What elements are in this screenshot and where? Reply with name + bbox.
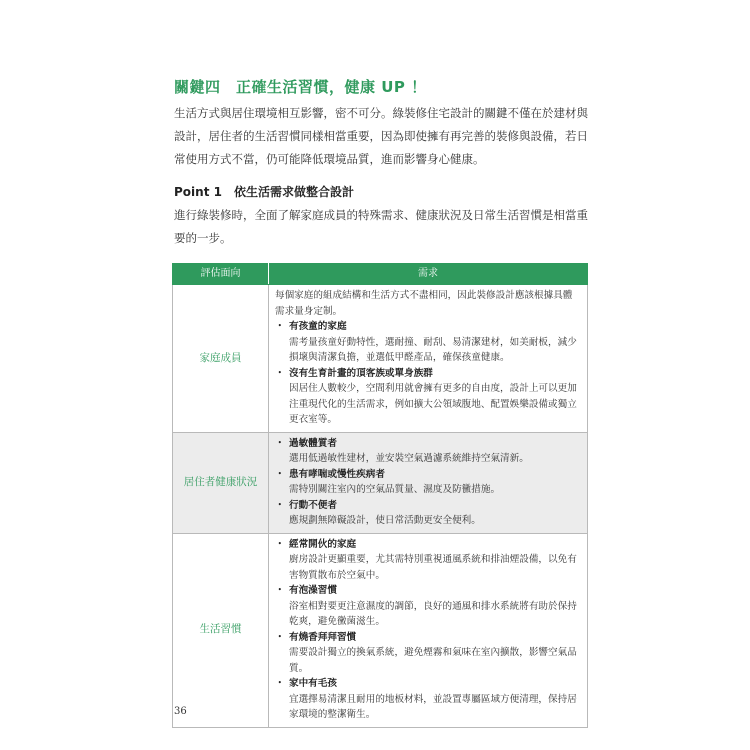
- item-description: 應規劃無障礙設計，使日常活動更安全便利。: [289, 515, 481, 526]
- bullet-icon: ・: [275, 585, 285, 596]
- header-needs: 需求: [269, 264, 588, 285]
- item-title: ・ 有燒香拜拜習慣: [275, 630, 581, 646]
- item-title: ・ 家中有毛孩: [275, 676, 581, 692]
- row-category: 居住者健康狀況: [173, 432, 269, 533]
- table-row: [173, 432, 588, 533]
- item-description: 浴室相對要更注意濕度的調節，良好的通風和排水系統將有助於保持乾爽，避免黴菌滋生。: [289, 600, 577, 627]
- bullet-icon: ・: [275, 631, 285, 643]
- item-title: ・ 行動不便者: [275, 498, 581, 514]
- bullet-icon: ・: [275, 437, 285, 449]
- item-description: 宜選擇易清潔且耐用的地板材料，並設置專屬區域方便清理，保持居家環境的整潔衛生。: [289, 693, 577, 720]
- header-category: 評估面向: [173, 264, 269, 285]
- bullet-icon: ・: [275, 321, 285, 332]
- intro-paragraph: 生活方式與居住環境相互影響，密不可分。綠裝修住宅設計的關鍵不僅在於建材與設計，居住者的生活習慣同樣相當重要，因為即使擁有再完善的裝修與設備，若日常使用方式不當，仍可能降低環境品質，進而影響身心健康。: [174, 106, 588, 166]
- row-content: [269, 432, 588, 533]
- needs-table: [172, 263, 588, 728]
- page-number: 36: [174, 706, 187, 717]
- bullet-icon: ・: [275, 538, 285, 550]
- bullet-icon: ・: [275, 499, 285, 511]
- item-description: 需考量孩童好動特性，選耐撞、耐刮、易清潔建材，如美耐板，減少損壞與清潔負擔，並選低甲醛產品，確保孩童健康。: [289, 336, 577, 363]
- item-description: 選用低過敏性建材，並安裝空氣過濾系統維持空氣清新。: [289, 453, 529, 464]
- bullet-icon: ・: [275, 367, 285, 379]
- item-title: ・ 過敏體質者: [275, 436, 581, 452]
- item-description: 需要設計獨立的換氣系統，避免煙霧和氣味在室內擴散，影響空氣品質。: [289, 647, 577, 674]
- item-description: 因居住人數較少，空間利用就會擁有更多的自由度，設計上可以更加注重現代化的生活需求，例如擴大公領域腹地、配置娛樂設備或獨立更衣室等。: [289, 383, 577, 425]
- section-heading: 關鍵四 正確生活習慣，健康 UP ！: [174, 78, 427, 96]
- item-description: 需特別關注室內的空氣品質量、濕度及防黴措施。: [289, 484, 501, 495]
- table-row: [173, 533, 588, 727]
- point-paragraph: 進行綠裝修時，全面了解家庭成員的特殊需求、健康狀況及日常生活習慣是相當重要的一步。: [174, 208, 588, 245]
- point-title: Point 1 依生活需求做整合設計: [174, 185, 354, 199]
- row-category: 家庭成員: [173, 285, 269, 433]
- item-title: ・ 有泡澡習慣: [275, 583, 581, 599]
- item-title: ・ 經常開伙的家庭: [275, 537, 581, 553]
- row-lead-text: 每個家庭的組成結構和生活方式不盡相同，因此裝修設計應該根據具體需求量身定制。: [275, 290, 573, 317]
- row-content: [269, 285, 588, 433]
- item-description: 廚房設計更顯重要，尤其需特別重視通風系統和排油煙設備，以免有害物質散布於空氣中。: [289, 554, 577, 581]
- item-title: ・ 患有哮喘或慢性疾病者: [275, 467, 581, 483]
- item-title: ・ 有孩童的家庭: [275, 319, 581, 335]
- table-header-row: [173, 264, 588, 285]
- row-content: [269, 533, 588, 727]
- bullet-icon: ・: [275, 678, 285, 689]
- table-row: [173, 285, 588, 433]
- row-category: 生活習慣: [173, 533, 269, 727]
- bullet-icon: ・: [275, 468, 285, 480]
- item-title: ・ 沒有生育計畫的頂客族或單身族群: [275, 366, 581, 382]
